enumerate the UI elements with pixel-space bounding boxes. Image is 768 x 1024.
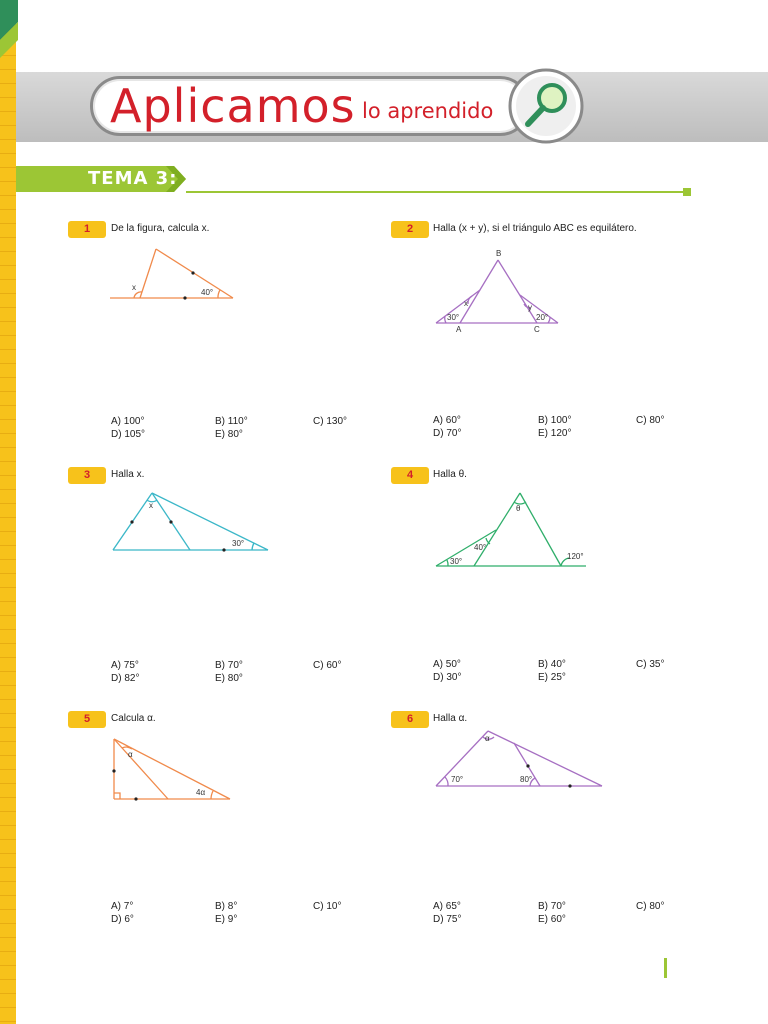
problem-6-prompt: Halla α. [433,713,468,724]
problem-5-option-c: C) 10° [313,901,342,912]
problem-4-option-c: C) 35° [636,659,665,670]
problem-2-label-x: x [464,299,468,308]
problem-5-option-b: B) 8° [215,901,238,912]
problem-2-label-a: A [456,325,462,334]
section-label: TEMA 3: [88,168,178,189]
problem-5-option-d: D) 6° [111,914,134,925]
problem-2-number: 2 [391,221,429,238]
problem-1-option-a: A) 100° [111,416,145,427]
problem-1-label-x: x [132,283,136,292]
problem-3-option-a: A) 75° [111,660,139,671]
side-ruled-strip [0,0,16,1024]
problem-4-figure [434,488,590,572]
problem-5-label-alpha: α [128,750,133,759]
problem-4-option-b: B) 40° [538,659,566,670]
problem-4-label-40: 40° [474,543,487,552]
problem-6-label-70: 70° [451,775,464,784]
problem-6-option-e: E) 60° [538,914,566,925]
problem-3-label-x: x [149,501,153,510]
problem-4-option-a: A) 50° [433,659,461,670]
problem-4-option-e: E) 25° [538,672,566,683]
problem-3-number: 3 [68,467,106,484]
problem-2-figure [434,248,562,336]
problem-2-option-e: E) 120° [538,428,572,439]
problem-4-option-d: D) 30° [433,672,462,683]
corner-decoration [0,0,18,60]
problem-5-number: 5 [68,711,106,728]
problem-3-figure [110,488,270,554]
problem-3-label-angle: 30° [232,539,245,548]
problem-1-option-e: E) 80° [215,429,243,440]
problem-3-option-b: B) 70° [215,660,243,671]
problem-1-option-c: C) 130° [313,416,348,427]
problem-5-figure [108,735,234,803]
problem-6-option-a: A) 65° [433,901,461,912]
problem-4-label-30: 30° [450,557,463,566]
problem-6-label-80: 80° [520,775,533,784]
problem-2-option-b: B) 100° [538,415,572,426]
problem-2-label-30: 30° [447,313,460,322]
problem-5-prompt: Calcula α. [111,713,156,724]
problem-5-option-a: A) 7° [111,901,134,912]
problem-2-label-20: 20° [536,313,549,322]
problem-3-prompt: Halla x. [111,469,145,480]
problem-4-prompt: Halla θ. [433,469,467,480]
problem-2-prompt: Halla (x + y), si el triángulo ABC es equilátero. [433,223,637,234]
problem-4-label-theta: θ [516,504,521,513]
problem-2-label-c: C [534,325,540,334]
section-divider-end [683,188,691,196]
problem-2-option-c: C) 80° [636,415,665,426]
magnifier-icon [506,66,586,146]
problem-6-number: 6 [391,711,429,728]
problem-1-option-b: B) 110° [215,416,248,427]
page-subtitle: lo aprendido [362,99,494,123]
problem-1-option-d: D) 105° [111,429,146,440]
page-marker [664,958,667,978]
problem-1-number: 1 [68,221,106,238]
problem-6-label-alpha: α [485,734,490,743]
problem-1-prompt: De la figura, calcula x. [111,223,210,234]
problem-5-label-4alpha: 4α [196,788,206,797]
problem-3-option-e: E) 80° [215,673,243,684]
problem-6-figure [434,728,606,790]
problem-2-label-b: B [496,249,502,258]
problem-4-number: 4 [391,467,429,484]
problem-4-label-120: 120° [567,552,584,561]
problem-6-option-d: D) 75° [433,914,462,925]
problem-1-figure [108,245,238,305]
problem-2-label-y: y [528,303,532,312]
problem-1-label-angle: 40° [201,288,214,297]
problem-5-option-e: E) 9° [215,914,238,925]
problem-6-option-c: C) 80° [636,901,665,912]
problem-2-option-a: A) 60° [433,415,461,426]
problem-6-option-b: B) 70° [538,901,566,912]
problem-2-option-d: D) 70° [433,428,462,439]
section-divider [186,191,686,193]
problem-3-option-d: D) 82° [111,673,140,684]
page-title: Aplicamos [110,79,356,133]
problem-3-option-c: C) 60° [313,660,342,671]
